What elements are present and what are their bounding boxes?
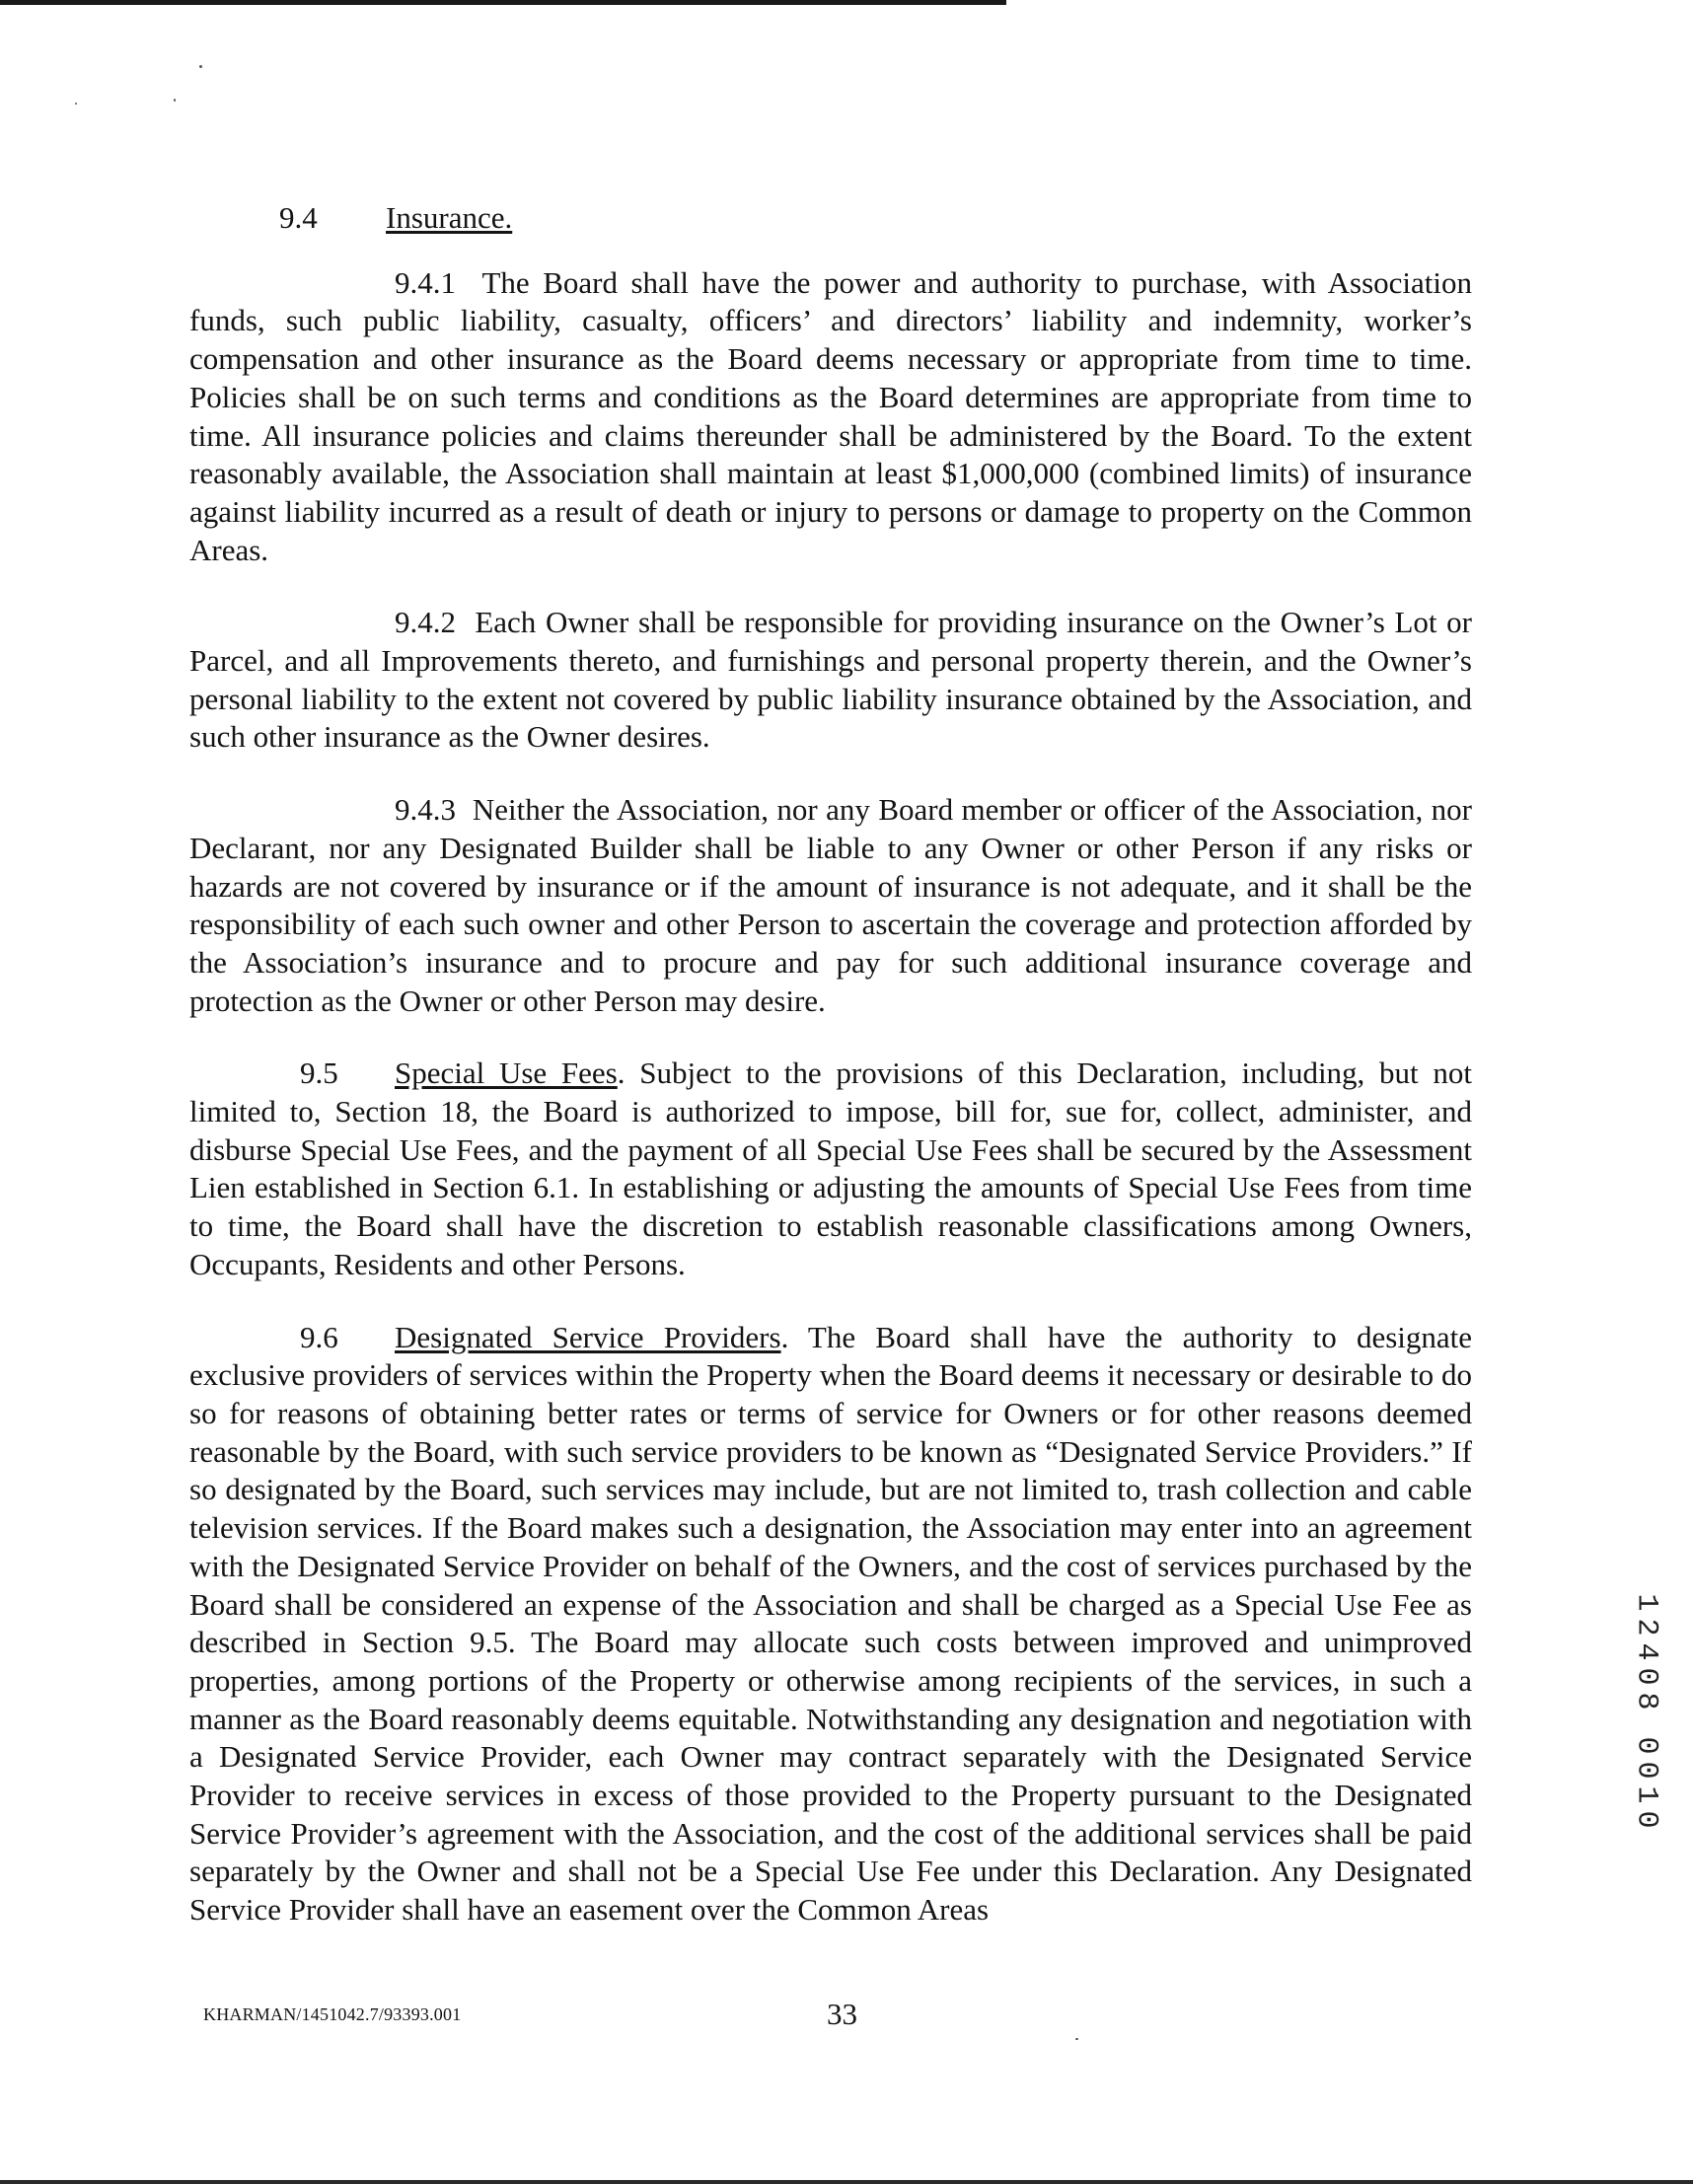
section-text: . Subject to the provisions of this Declaration, including, but not limited to, Section 18, the Board is authorized to impose, bill for, sue for, collect, administer, and disburse Special Use Fees, and the payment of all Special Use Fees shall be secured by the Assessment Lien established in Section 6.1. In establishing or adjusting the amounts of Special Use Fees from time to time, the Board shall have the discretion to establish reasonable classifications among Owners, Occupants, Residents and other Persons.	[189, 1056, 1472, 1281]
paragraph-text: Each Owner shall be responsible for providing insurance on the Owner’s Lot or Parcel, and all Improvements thereto, and furnishings and personal property therein, and the Owner’s personal liability to the extent not covered by public liability insurance obtained by the Association, and such other insurance as the Owner desires.	[189, 605, 1472, 755]
scan-edge-top	[0, 0, 1006, 5]
scan-speck	[199, 65, 202, 68]
paragraph-text: Neither the Association, nor any Board member or officer of the Association, nor Declarant, nor any Designated Builder shall be liable to any Owner or other Person if any risks or hazards are not covered by insurance or if the amount of insurance is not adequate, and it shall be the responsibility of each such owner and other Person to ascertain the coverage and protection afforded by the Association’s insurance and to procure and pay for such additional insurance coverage and protection as the Owner or other Person may desire.	[189, 792, 1472, 1018]
paragraph-text: The Board shall have the power and authority to purchase, with Association funds, such public liability, casualty, officers’ and directors’ liability and indemnity, worker’s compensation and other insurance as the Board deems necessary or appropriate from time to time. Policies shall be on such terms and conditions as the Board determines are appropriate from time to time. All insurance policies and claims thereunder shall be administered by the Board. To the extent reasonably available, the Association shall maintain at least $1,000,000 (combined limits) of insurance against liability incurred as a result of death or injury to persons or damage to property on the Common Areas.	[189, 264, 1472, 567]
paragraph-number: 9.4.2	[395, 605, 456, 640]
recording-stamp-group-1	[1628, 1590, 1663, 1713]
section-title: Special Use Fees	[395, 1056, 618, 1091]
section-number: 9.5	[300, 1056, 338, 1091]
page-number: 33	[827, 1997, 857, 2031]
recording-stamp	[1628, 1590, 1663, 1852]
recording-stamp-digit: 0	[1629, 1667, 1663, 1686]
recording-stamp-group-2	[1628, 1733, 1663, 1832]
section-9-6	[189, 1319, 1472, 1929]
recording-stamp-digit: 1	[1629, 1785, 1663, 1804]
section-9-5	[189, 1055, 1472, 1283]
recording-stamp-digit: 8	[1629, 1692, 1663, 1711]
footer-file-reference: KHARMAN/1451042.7/93393.001	[203, 2004, 462, 2024]
section-number: 9.6	[300, 1319, 338, 1354]
paragraph-number: 9.4.3	[395, 792, 456, 828]
scan-edge-bottom	[0, 2180, 1693, 2184]
recording-stamp-digit: 2	[1629, 1618, 1663, 1637]
section-title: Insurance.	[386, 200, 513, 235]
recording-stamp-digit: 0	[1629, 1761, 1663, 1780]
recording-stamp-digit: 4	[1629, 1642, 1663, 1661]
section-heading-9-4	[189, 199, 1472, 238]
scan-speck	[75, 103, 77, 105]
section-number: 9.4	[279, 200, 318, 235]
paragraph-9-4-3	[189, 791, 1472, 1020]
recording-stamp-digit: 0	[1629, 1736, 1663, 1755]
scan-speck	[174, 99, 176, 102]
recording-stamp-digit: 1	[1629, 1593, 1663, 1612]
section-text: . The Board shall have the authority to designate exclusive providers of services within the Property when the Board deems it necessary or desirable to do so for reasons of obtaining better rates or terms of service for Owners or for other reasons deemed reasonable by the Board, with such service providers to be known as “Designated Service Providers.” If so designated by the Board, such services may include, but are not limited to, trash collection and cable television services. If the Board makes such a designation, the Association may enter into an agreement with the Designated Service Provider on behalf of the Owners, and the cost of services purchased by the Board shall be considered an expense of the Association and shall be charged as a Special Use Fee as described in Section 9.5. The Board may allocate such costs between improved and unimproved properties, among portions of the Property or otherwise among recipients of the services, in such a manner as the Board reasonably deems equitable. Notwithstanding any designation and negotiation with a Designated Service Provider, each Owner may contract separately with the Designated Service Provider to receive services in excess of those provided to the Property pursuant to the Designated Service Provider’s agreement with the Association, and the cost of the additional services shall be paid separately by the Owner and shall not be a Special Use Fee under this Declaration. Any Designated Service Provider shall have an easement over the Common Areas	[189, 1319, 1473, 1928]
paragraph-9-4-2	[189, 604, 1472, 757]
section-title: Designated Service Providers	[395, 1319, 781, 1354]
document-body	[189, 199, 1472, 1964]
paragraph-9-4-1	[189, 264, 1472, 570]
recording-stamp-digit: 0	[1629, 1810, 1663, 1829]
scan-speck	[1075, 2038, 1078, 2040]
paragraph-number: 9.4.1	[395, 264, 456, 300]
